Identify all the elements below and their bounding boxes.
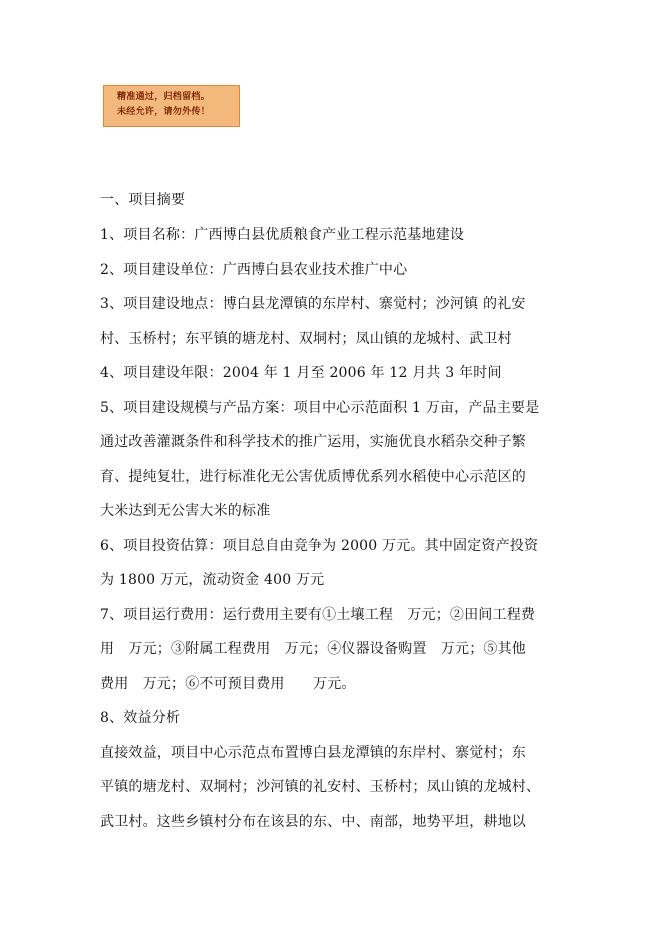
item-project-name: 1、项目名称：广西博白县优质粮食产业工程示范基地建设 bbox=[100, 227, 465, 243]
item-duration: 4、项目建设年限：2004 年 1 月至 2006 年 12 月共 3 年时间 bbox=[100, 365, 502, 381]
approval-stamp bbox=[103, 85, 240, 127]
item-investment-line-1: 6、项目投资估算：项目总自由竞争为 2000 万元。其中固定资产投资 bbox=[100, 537, 539, 554]
item-operating-cost-line-3: 费用 万元；⑥不可预目费用 万元。 bbox=[100, 675, 356, 692]
benefit-body-line-1: 直接效益，项目中心示范点布置博白县龙潭镇的东岸村、寨觉村；东 bbox=[100, 744, 526, 761]
section-heading bbox=[100, 183, 185, 218]
item-scale-line-4: 大米达到无公害大米的标准 bbox=[100, 503, 271, 519]
stamp-line-1: 精准通过，归档留档。 bbox=[117, 92, 211, 102]
item-construction-unit: 2、项目建设单位：广西博白县农业技术推广中心 bbox=[100, 261, 408, 278]
item-scale-line-2: 通过改善灌溉条件和科学技术的推广运用，实施优良水稻杂交种子繁 bbox=[100, 434, 526, 450]
item-operating-cost-line-1: 7、项目运行费用：运行费用主要有①土壤工程 万元；②田间工程费 bbox=[100, 606, 536, 623]
benefit-body-line-2: 平镇的塘龙村、双垌村；沙河镇的礼安村、玉桥村；凤山镇的龙城村、 bbox=[100, 779, 541, 795]
item-benefit-analysis: 8、效益分析 bbox=[100, 710, 181, 726]
document-body bbox=[100, 218, 540, 839]
benefit-body-line-3: 武卫村。这些乡镇村分布在该县的东、中、南部，地势平坦，耕地以 bbox=[100, 813, 526, 830]
item-investment-line-2: 为 1800 万元，流动资金 400 万元 bbox=[100, 572, 325, 588]
stamp-line-2: 未经允许，请勿外传！ bbox=[117, 107, 211, 117]
item-scale-line-1: 5、项目建设规模与产品方案：项目中心示范面积 1 万亩，产品主要是 bbox=[100, 399, 540, 416]
item-location-line-1: 3、项目建设地点：博白县龙潭镇的东岸村、寨觉村；沙河镇 的礼安 bbox=[100, 296, 526, 312]
section-title: 一、项目摘要 bbox=[100, 192, 186, 208]
item-operating-cost-line-2: 用 万元；③附属工程费用 万元；④仪器设备购置 万元；⑤其他 bbox=[100, 641, 526, 657]
item-location-line-2: 村、玉桥村；东平镇的塘龙村、双垌村；凤山镇的龙城村、武卫村 bbox=[100, 330, 512, 347]
item-scale-line-3: 育、提纯复壮，进行标准化无公害优质博优系列水稻使中心示范区的 bbox=[100, 468, 526, 485]
